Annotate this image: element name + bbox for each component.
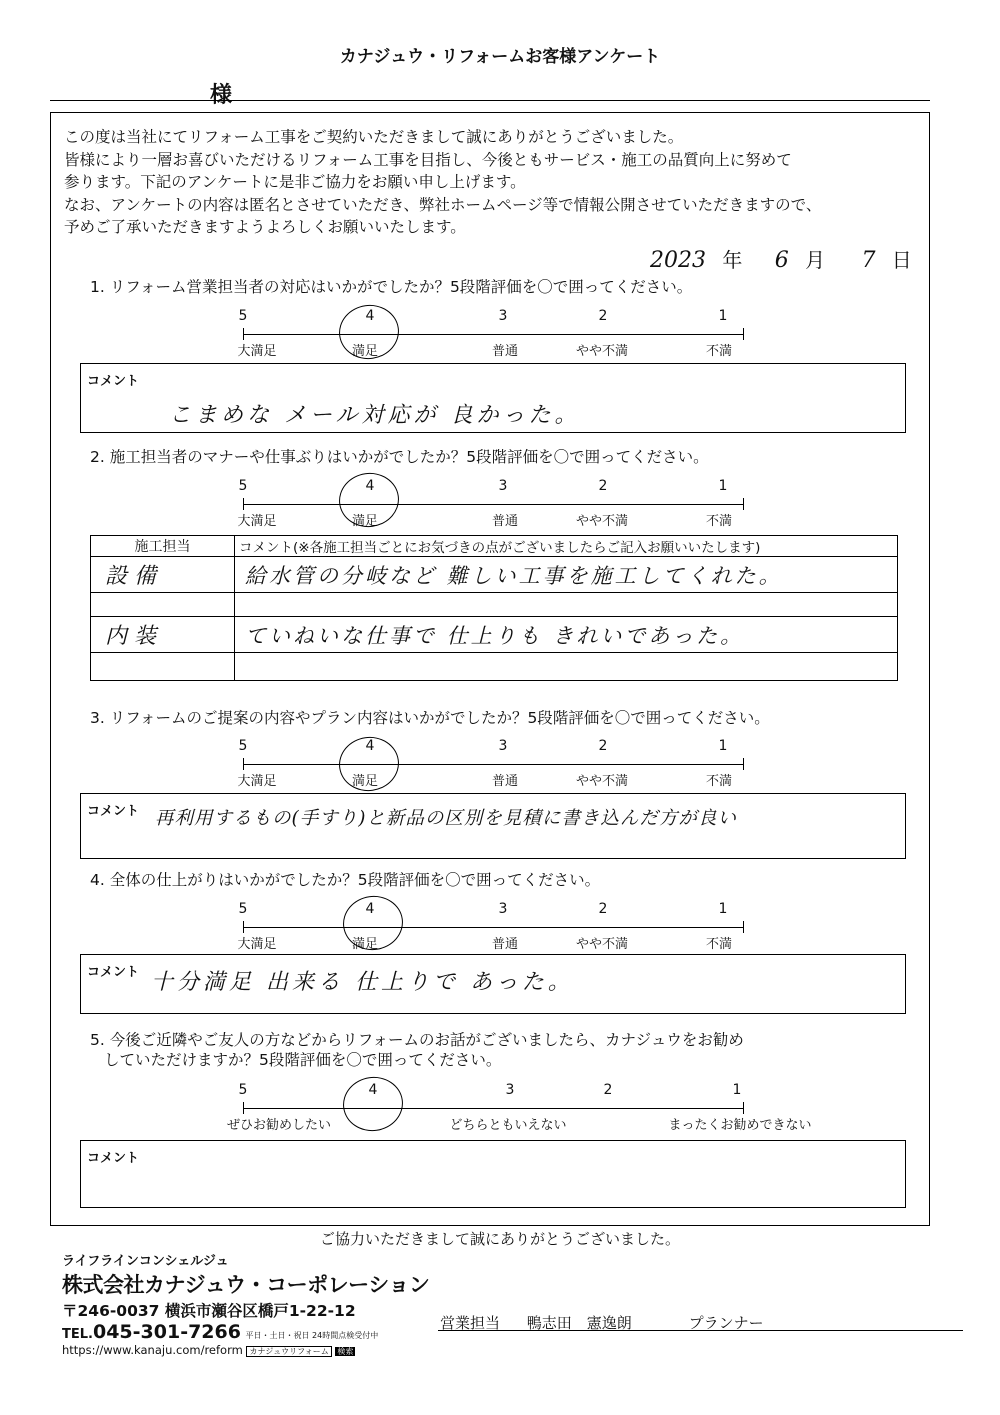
staff-comment	[235, 593, 898, 617]
staff-column-header: 施工担当	[91, 536, 235, 557]
date-day: 7	[861, 248, 876, 273]
scale-num: 3	[498, 308, 508, 324]
comment-column-header: コメント(※各施工担当ごとにお気づきの点がございましたらご記入お願いいたします)	[235, 536, 898, 557]
scale-num: 4	[365, 478, 375, 494]
scale-label: 満足	[351, 514, 379, 529]
table-row	[91, 653, 898, 681]
question-2: 2. 施工担当者のマナーや仕事ぶりはいかがでしたか？5段階評価を〇で囲ってください。	[90, 448, 709, 466]
scale-label: 不満	[705, 774, 733, 789]
scale-label: 大満足	[237, 937, 277, 952]
company-address: 〒246-0037 横浜市瀬谷区橋戸1-22-12	[62, 1302, 356, 1320]
table-row	[91, 593, 898, 617]
handwritten-comment-q3: 再利用するもの(手すり)と新品の区別を見積に書き込んだ方が良い	[155, 808, 737, 829]
search-badge: カナジュウリフォーム	[246, 1346, 331, 1357]
tel-number: 045-301-7266	[92, 1321, 241, 1343]
scale-label: 満足	[351, 344, 379, 359]
handwritten-comment-q4: 十分満足 出来る 仕上りで あった。	[151, 970, 574, 995]
scale-label: 不満	[705, 937, 733, 952]
form-title: カナジュウ・リフォームお客様アンケート	[339, 47, 661, 67]
scale-label: 不満	[705, 514, 733, 529]
scale-num: 3	[498, 478, 508, 494]
handwritten-comment-q1: こまめな メール対応が 良かった。	[169, 403, 581, 428]
staff-comment: ていねいな仕事で 仕上りも きれいであった。	[235, 617, 898, 653]
scale-label: 大満足	[237, 774, 277, 789]
sales-label: 営業担当	[440, 1314, 501, 1332]
question-3: 3. リフォームのご提案の内容やプラン内容はいかがでしたか？5段階評価を〇で囲ってください。	[90, 709, 770, 727]
staff-name	[91, 653, 235, 681]
scale-label: 大満足	[237, 514, 277, 529]
planner-label: プランナー	[688, 1314, 764, 1332]
scale-label: ぜひお勧めしたい	[226, 1118, 332, 1133]
table-row	[91, 557, 898, 593]
comment-label: コメント	[87, 1151, 140, 1166]
scale-num: 1	[718, 738, 728, 754]
scale-num: 2	[598, 738, 608, 754]
comment-box-q4	[80, 954, 906, 1014]
intro-text	[64, 126, 924, 239]
scale-label: やや不満	[575, 344, 629, 359]
survey-date	[650, 244, 912, 273]
intro-line: この度は当社にてリフォーム工事をご契約いただきまして誠にありがとうございました。	[64, 128, 684, 146]
staff-comment	[235, 653, 898, 681]
scale-label: 大満足	[237, 344, 277, 359]
staff-name: 設 備	[91, 557, 235, 593]
date-month-unit: 月	[805, 248, 826, 272]
scale-num: 4	[365, 308, 375, 324]
staff-comment: 給水管の分岐など 難しい工事を施工してくれた。	[235, 557, 898, 593]
rating-scale-q2	[237, 478, 743, 529]
scale-label: どちらともいえない	[449, 1118, 567, 1133]
staff-comment-table	[90, 535, 898, 681]
company-block	[62, 1250, 429, 1357]
comment-box-q1	[80, 363, 906, 433]
scale-num: 3	[498, 901, 508, 917]
tel-prefix: TEL.	[62, 1327, 93, 1342]
thanks-message: ご協力いただきまして誠にありがとうございました。	[319, 1230, 680, 1248]
intro-line: 予めご了承いただきますようよろしくお願いいたします。	[64, 218, 466, 236]
date-year: 2023	[650, 248, 706, 273]
comment-label: コメント	[87, 965, 140, 980]
scale-num: 2	[598, 478, 608, 494]
date-day-unit: 日	[891, 248, 912, 272]
question-1: 1. リフォーム営業担当者の対応はいかがでしたか？5段階評価を〇で囲ってください。	[90, 278, 693, 296]
search-badge-button: 検索	[337, 1347, 354, 1356]
customer-name-suffix: 様	[210, 83, 233, 108]
scale-label: やや不満	[575, 514, 629, 529]
scale-num: 4	[368, 1082, 378, 1098]
scale-num: 2	[603, 1082, 613, 1098]
scale-label: 不満	[705, 344, 733, 359]
comment-box-q5	[80, 1140, 906, 1208]
scale-label: 普通	[491, 937, 519, 952]
scale-num: 2	[598, 901, 608, 917]
date-month: 6	[774, 248, 789, 273]
table-row	[91, 617, 898, 653]
comment-label: コメント	[87, 374, 140, 389]
scale-label: 普通	[491, 514, 519, 529]
staff-name: 内 装	[91, 617, 235, 653]
company-tel	[62, 1321, 429, 1343]
intro-line: なお、アンケートの内容は匿名とさせていただき、弊社ホームページ等で情報公開させていただきますので、	[64, 195, 822, 214]
scale-label: やや不満	[575, 774, 629, 789]
company-tagline: ライフラインコンシェルジュ	[62, 1254, 229, 1269]
comment-label: コメント	[87, 804, 140, 819]
scale-label: やや不満	[575, 937, 629, 952]
scale-num: 4	[365, 738, 375, 754]
intro-line: 皆様により一層お喜びいただけるリフォーム工事を目指し、今後ともサービス・施工の品質向上に努めて	[64, 150, 792, 169]
scale-num: 1	[732, 1082, 742, 1098]
intro-line: 参ります。下記のアンケートに是非ご協力をお願い申し上げます。	[64, 173, 526, 191]
scale-num: 1	[718, 308, 728, 324]
scale-num: 3	[498, 738, 508, 754]
scale-label: 満足	[351, 774, 379, 789]
tel-note: 平日・土日・祝日 24時間点検受付中	[245, 1331, 379, 1340]
question-5: 5. 今後ご近隣やご友人の方などからリフォームのお話がございましたら、カナジュウをお勧め	[90, 1031, 744, 1049]
staff-name	[91, 593, 235, 617]
rating-scale-q5	[226, 1082, 812, 1133]
scale-label: 普通	[491, 344, 519, 359]
rating-scale-q3	[237, 738, 743, 789]
scale-num: 5	[238, 308, 248, 324]
company-name: 株式会社カナジュウ・コーポレーション	[62, 1273, 430, 1297]
scale-num: 2	[598, 308, 608, 324]
question-5-line2: していただけますか？5段階評価を〇で囲ってください。	[104, 1051, 502, 1069]
company-url-row	[62, 1343, 429, 1357]
rating-scale-q4	[237, 901, 743, 952]
rating-scale-q1	[237, 308, 743, 359]
staff-underline	[438, 1330, 963, 1331]
question-4: 4. 全体の仕上がりはいかがでしたか？5段階評価を〇で囲ってください。	[90, 871, 601, 889]
customer-name-line	[50, 100, 930, 101]
scale-label: まったくお勧めできない	[668, 1118, 812, 1133]
scale-num: 1	[718, 478, 728, 494]
company-url[interactable]: https://www.kanaju.com/reform	[62, 1343, 243, 1357]
scale-num: 5	[238, 901, 248, 917]
scale-num: 4	[365, 901, 375, 917]
scale-label: 普通	[491, 774, 519, 789]
scale-num: 3	[505, 1082, 515, 1098]
sales-name: 鴨志田 憲逸朗	[526, 1314, 632, 1332]
date-year-unit: 年	[722, 248, 743, 272]
scale-num: 5	[238, 738, 248, 754]
scale-num: 1	[718, 901, 728, 917]
scale-label: 満足	[351, 937, 379, 952]
scale-num: 5	[238, 478, 248, 494]
scale-num: 5	[238, 1082, 248, 1098]
comment-box-q3	[80, 793, 906, 859]
